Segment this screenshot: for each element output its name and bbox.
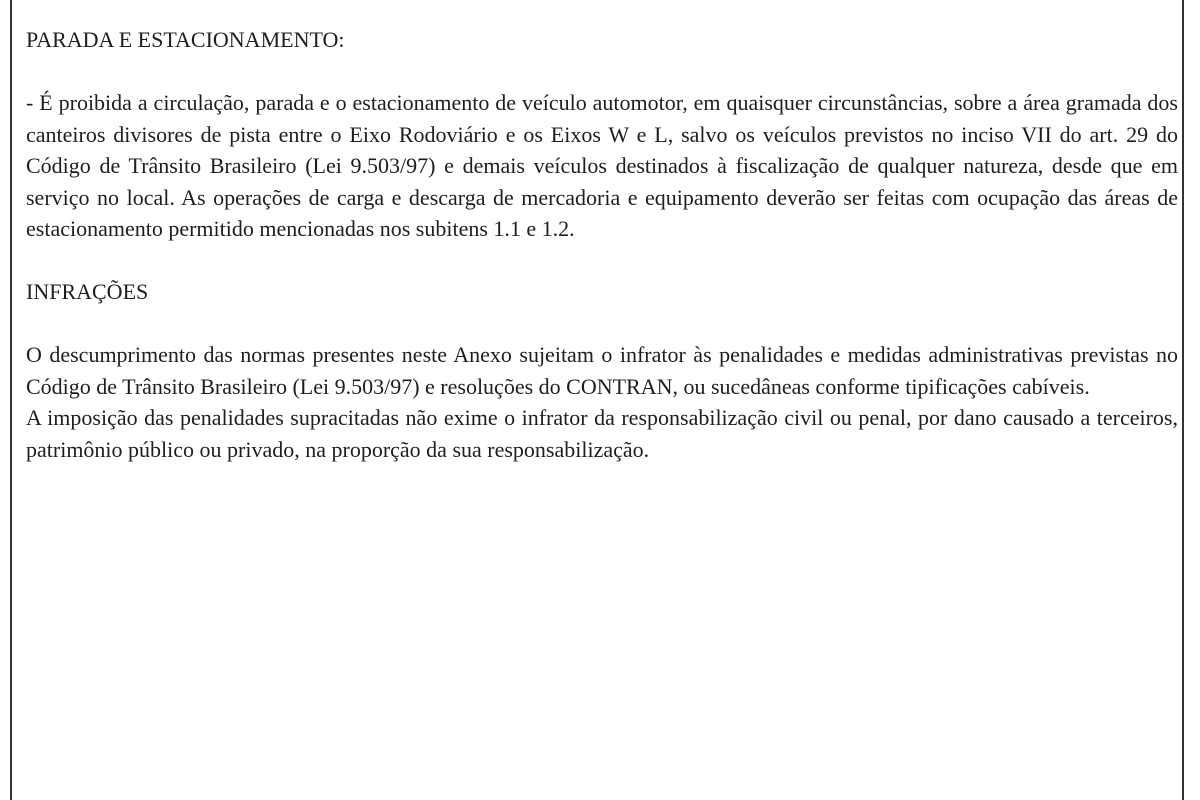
- section-heading-parada: PARADA E ESTACIONAMENTO:: [26, 27, 345, 52]
- paragraph-infracoes-imposicao: A imposição das penalidades supracitadas não exime o infrator da responsabilização civil ou penal, por dano causado a terceiros, patrimônio público ou privado, na proporção da sua responsabilização.: [26, 405, 1178, 462]
- section-heading-infracoes: INFRAÇÕES: [26, 279, 149, 304]
- paragraph-infracoes-descumprimento: O descumprimento das normas presentes neste Anexo sujeitam o infrator às penalidades e medidas administrativas previstas no Código de Trânsito Brasileiro (Lei 9.503/97) e resoluções do CONTRAN, ou sucedâneas conforme tipificações cabíveis.: [26, 342, 1178, 399]
- paragraph-parada-estacionamento: - É proibida a circulação, parada e o estacionamento de veículo automotor, em quaisquer circunstâncias, sobre a área gramada dos canteiros divisores de pista entre o Eixo Rodoviário e os Eixos W e L, salvo os veículos previstos no inciso VII do art. 29 do Código de Trânsito Brasileiro (Lei 9.503/97) e demais veículos destinados à fiscalização de qualquer natureza, desde que em serviço no local. As operações de carga e descarga de mercadoria e equipamento deverão ser feitas com ocupação das áreas de estacionamento permitido mencionadas nos subitens 1.1 e 1.2.: [26, 90, 1178, 241]
- document-body: [26, 24, 1178, 465]
